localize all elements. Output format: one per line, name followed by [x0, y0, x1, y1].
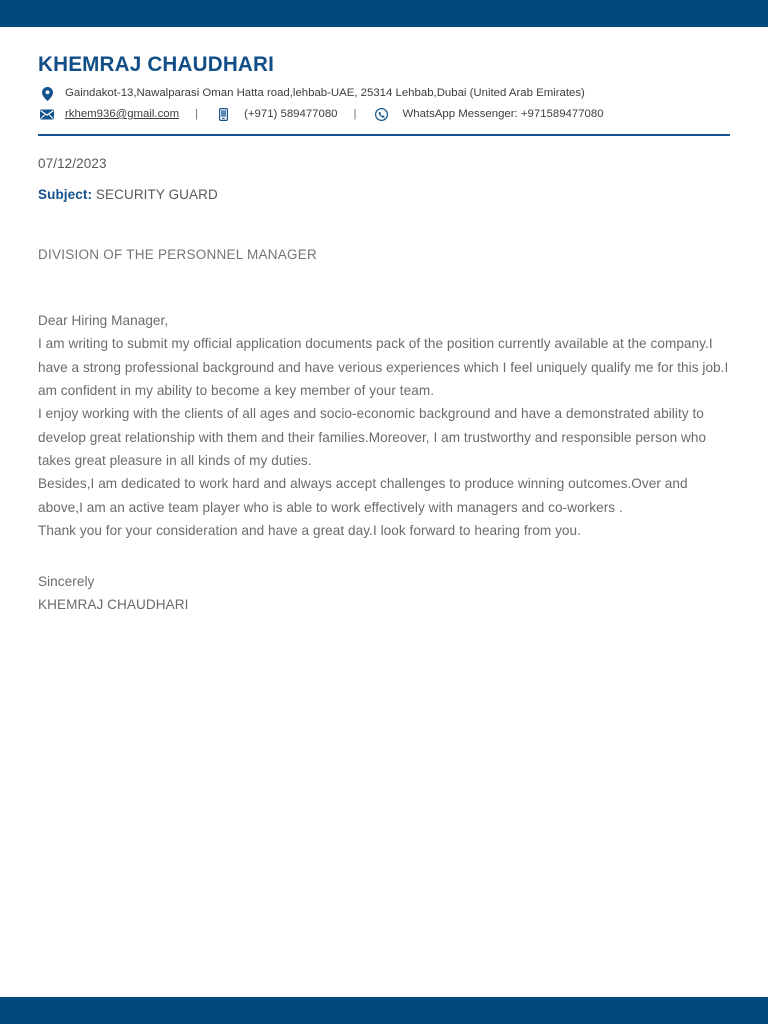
- body-paragraph-4: Thank you for your consideration and have a great day.I look forward to hearing from you.: [38, 522, 581, 538]
- bottom-accent-bar: [0, 997, 768, 1024]
- closing-text: Sincerely: [38, 574, 95, 590]
- document-page: [0, 27, 768, 997]
- subject-line: [38, 187, 730, 202]
- contact-details-row: [38, 108, 730, 122]
- mobile-phone-icon: [214, 108, 232, 122]
- top-accent-bar: [0, 0, 768, 27]
- letter-body: [38, 309, 730, 617]
- subject-label: Subject:: [38, 187, 93, 203]
- body-paragraph-1: I am writing to submit my official application documents pack of the position currently available at the company.I have a strong professional background and have verious experiences which I feel uniquely qualify me for this job.I am confident in my ability to become a key member of your team.: [38, 336, 729, 399]
- contact-separator-1: |: [195, 107, 199, 120]
- salutation: Dear Hiring Manager,: [38, 313, 169, 329]
- whatsapp-icon: [373, 108, 391, 122]
- letter-meta: [38, 136, 730, 262]
- subject-value: SECURITY GUARD: [95, 187, 218, 203]
- email-link[interactable]: rkhem936@gmail.com: [65, 107, 180, 120]
- signature-block: [38, 570, 730, 617]
- location-pin-icon: [38, 87, 56, 101]
- recipient-line: DIVISION OF THE PERSONNEL MANAGER: [38, 247, 318, 263]
- body-paragraph-2: I enjoy working with the clients of all ages and socio-economic background and have a demonstrated ability to develop great relationship with them and their families.Moreover, I am trustworthy and responsible person who takes great pleasure in all kinds of my duties.: [38, 406, 707, 468]
- letter-header: [38, 27, 730, 136]
- address-text: Gaindakot-13,Nawalparasi Oman Hatta road,lehbab-UAE, 25314 Lehbab,Dubai (United Arab Emirates): [65, 86, 585, 99]
- signature-name: KHEMRAJ CHAUDHARI: [38, 597, 189, 613]
- letter-date: 07/12/2023: [38, 156, 107, 172]
- phone-text: (+971) 589477080: [244, 107, 338, 120]
- contact-separator-2: |: [353, 107, 357, 120]
- envelope-icon: [38, 108, 56, 122]
- body-paragraph-3: Besides,I am dedicated to work hard and always accept challenges to produce winning outcomes.Over and above,I am an active team player who is able to work effectively with managers and co-workers .: [38, 476, 688, 515]
- whatsapp-text: WhatsApp Messenger: +971589477080: [402, 107, 604, 120]
- applicant-name: KHEMRAJ CHAUDHARI: [38, 52, 275, 76]
- contact-address-row: [38, 87, 730, 101]
